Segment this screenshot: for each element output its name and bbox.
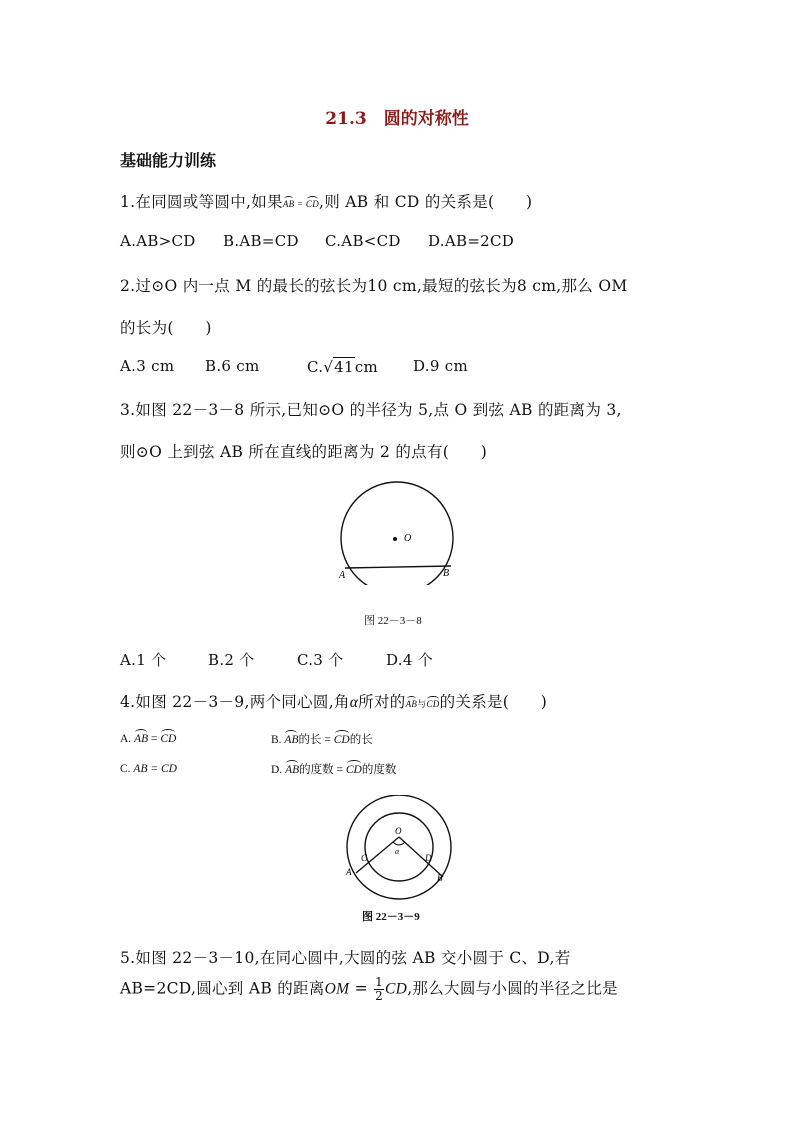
label-b: B	[437, 873, 443, 883]
q1-option-b: B.AB=CD	[223, 232, 299, 250]
ray-ob	[399, 837, 443, 877]
label-c: C	[361, 853, 368, 863]
q5-line2-after: ,那么大圆与小圆的半径之比是	[407, 979, 618, 998]
q4-opt-b-label: B.	[271, 734, 285, 746]
q2-option-d: D.9 cm	[413, 357, 468, 375]
q2-option-c-label: C.	[307, 358, 324, 376]
q1-option-c: C.AB<CD	[325, 232, 401, 250]
q5-om: OM	[324, 980, 350, 998]
q2-option-a: A.3 cm	[120, 357, 175, 375]
center-point	[393, 537, 397, 541]
figure-caption-22-3-9: 图 22－3－9	[362, 911, 420, 923]
q2-option-c	[307, 357, 378, 376]
q4-option-c	[120, 763, 177, 775]
label-a: A	[346, 867, 352, 877]
label-alpha: α	[395, 847, 400, 856]
q2-option-b: B.6 cm	[205, 357, 260, 375]
angle-mark	[393, 842, 405, 845]
q4-text-after: 的关系是( )	[439, 693, 548, 711]
q1-option-a: A.AB>CD	[120, 232, 196, 250]
question-3-line-1: 3.如图 22－3－8 所示,已知⊙O 的半径为 5,点 O 到弦 AB 的距离为 3,	[120, 401, 622, 419]
label-b: B	[443, 568, 450, 579]
q4-opt-d-label: D.	[271, 764, 286, 776]
q4-arc-cd: CD	[426, 699, 440, 709]
q4-text-before: 4.如图 22－3－9,两个同心圆,角	[120, 693, 350, 711]
question-4-stem	[120, 690, 547, 712]
q4-option-b	[271, 731, 373, 747]
question-5-line-1: 5.如图 22－3－10,在同心圆中,大圆的弦 AB 交小圆于 C、D,若	[120, 949, 571, 967]
label-a: A	[339, 570, 346, 581]
q4-option-a	[120, 733, 176, 745]
page-title: 21.3 圆的对称性	[325, 109, 469, 129]
q4-arc-ab: AB	[405, 699, 418, 709]
q1-eq: =	[294, 199, 306, 209]
q4-opt-b-end: 的长	[349, 734, 373, 746]
q3-option-c: C.3 个	[297, 651, 344, 669]
q5-frac-num: 1	[375, 975, 384, 989]
q4-opt-c-label: C.	[120, 763, 134, 775]
q1-text-before: 1.在同圆或等圆中,如果	[120, 193, 283, 211]
q5-fraction	[374, 976, 384, 1003]
sqrt-sign: √	[323, 358, 334, 376]
q5-eq: =	[349, 979, 374, 998]
q4-opt-d-right: CD	[345, 764, 362, 776]
label-o: O	[395, 826, 402, 836]
q5-line2-before: AB=2CD,圆心到 AB 的距离	[120, 979, 325, 998]
q3-option-d: D.4 个	[386, 651, 434, 669]
circle-o	[341, 482, 453, 585]
question-2-line-1: 2.过⊙O 内一点 M 的最长的弦长为10 cm,最短的弦长为8 cm,那么 OM	[120, 277, 628, 295]
section-heading: 基础能力训练	[120, 151, 217, 170]
q2-option-c-unit: cm	[354, 358, 379, 376]
question-1-stem	[120, 190, 532, 212]
q4-opt-b-left: AB	[284, 734, 299, 746]
q4-opt-a-eq: =	[148, 733, 161, 745]
q2-option-c-radicand: 41	[334, 358, 354, 376]
q4-opt-d-left: AB	[285, 764, 300, 776]
q4-opt-b-mid: 的长 =	[298, 734, 334, 746]
q1-arc-ab: AB	[282, 199, 295, 209]
chord-ab	[345, 566, 451, 568]
q4-text-mid: 所对的	[358, 693, 406, 711]
q4-alpha: α	[349, 694, 359, 711]
figure-caption-22-3-8: 图 22－3－8	[364, 615, 422, 627]
q4-opt-d-mid: 的度数 =	[299, 764, 346, 776]
question-2-line-2: 的长为( )	[120, 319, 212, 337]
q3-option-b: B.2 个	[208, 651, 255, 669]
q4-opt-a-label: A.	[120, 733, 135, 745]
q1-arc-cd: CD	[305, 199, 320, 209]
question-3-line-2: 则⊙O 上到弦 AB 所在直线的距离为 2 的点有( )	[120, 443, 488, 461]
q4-opt-a-right: CD	[160, 733, 177, 745]
q4-opt-a-left: AB	[134, 733, 149, 745]
q4-opt-c-text: AB = CD	[133, 763, 177, 775]
q4-option-d	[271, 761, 396, 777]
label-d: D	[425, 853, 432, 863]
label-o: O	[404, 533, 412, 544]
figure-22-3-8	[330, 480, 465, 585]
figure-22-3-9	[340, 795, 460, 905]
q3-option-a: A.1 个	[120, 651, 167, 669]
q4-opt-b-right: CD	[333, 734, 350, 746]
q5-cd: CD	[385, 980, 408, 998]
q4-yu: 与	[417, 700, 427, 710]
q1-option-d: D.AB=2CD	[428, 232, 515, 250]
q5-frac-den: 2	[375, 989, 384, 1003]
q4-opt-d-end: 的度数	[361, 764, 397, 776]
q1-text-after: ,则 AB 和 CD 的关系是( )	[319, 193, 533, 211]
question-5-line-2	[120, 976, 618, 1003]
